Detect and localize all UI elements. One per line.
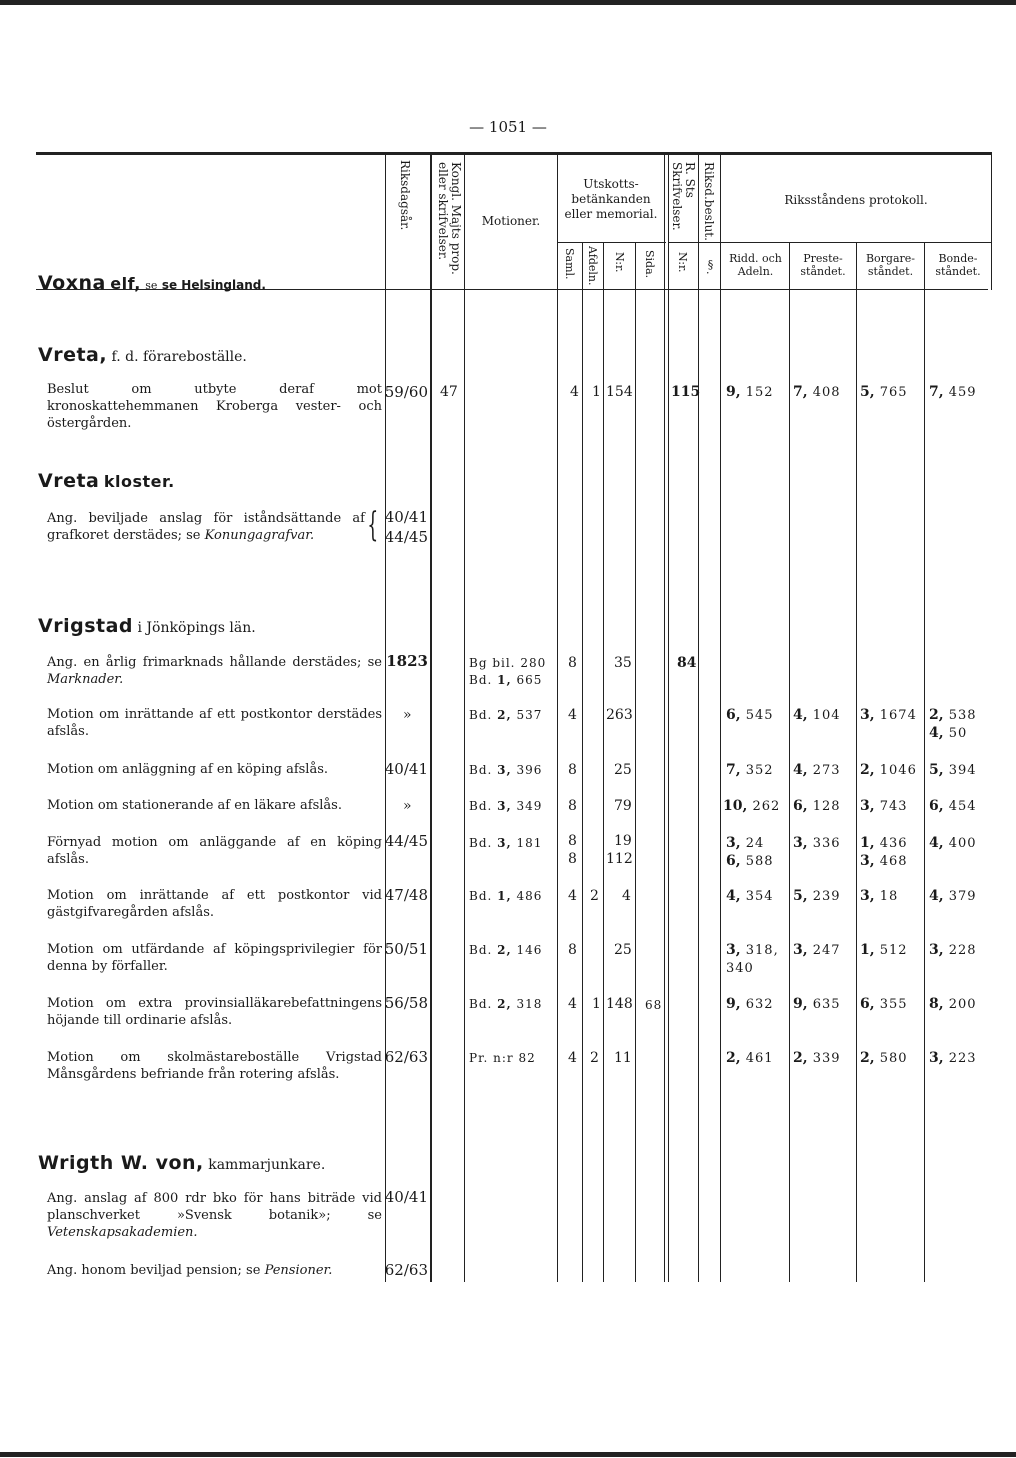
motion-ref: Pr. n:r 82 [469, 1051, 536, 1065]
nr: 19 [614, 833, 632, 849]
saml: 4 [568, 888, 577, 904]
col-line [720, 155, 721, 1282]
entry-text: Motion om anläggning af en köping afslås. [47, 762, 329, 777]
entry-text: Motion om extra provinsialläkarebefattningens höjande till ordinarie afslås. [47, 996, 382, 1028]
col-line [464, 155, 465, 1282]
ridd-ref: 10, 262 [723, 798, 781, 814]
header-afdeln: Afdeln. [586, 246, 599, 286]
prest-ref: 9, 635 [793, 996, 841, 1012]
prest-ref: 7, 408 [793, 384, 841, 400]
saml: 8 [568, 942, 577, 958]
motion-ref: Bd. 2, 318 [469, 997, 543, 1011]
year: » [403, 798, 412, 814]
afdeln: 2 [590, 1050, 599, 1066]
afdeln: 2 [590, 888, 599, 904]
col-line [582, 243, 583, 1282]
saml: 4 [570, 384, 579, 400]
heading-vreta-kloster: Vreta kloster. [38, 470, 175, 492]
page-number: — 1051 — [469, 118, 547, 136]
nr: 4 [622, 888, 631, 904]
prest-ref: 3, 247 [793, 942, 841, 958]
borg-ref: 3, 1674 [860, 707, 917, 723]
year: 59/60 [384, 383, 428, 401]
nr: 25 [614, 942, 632, 958]
header-nr: N:r. [613, 252, 626, 273]
col-line [698, 155, 699, 1282]
rsts-nr: 84 [677, 655, 697, 671]
year: 44/45 [384, 832, 428, 850]
heading-vreta: Vreta, f. d. förareboställe. [38, 344, 247, 366]
saml: 8 [568, 762, 577, 778]
entry-text: Motion om utfärdande af köpingsprivilegier för denna by förfaller. [47, 942, 382, 974]
prop-nr: 47 [440, 384, 458, 400]
borg-ref: 5, 765 [860, 384, 908, 400]
entry-text: Ang. honom beviljad pension; se Pensioner. [47, 1263, 333, 1278]
saml: 4 [568, 1050, 577, 1066]
nr: 148 [606, 996, 633, 1012]
year: 40/41 [384, 508, 428, 526]
header-saml: Saml. [563, 248, 576, 280]
header-protokoll: Riksståndens protokoll. [784, 193, 928, 207]
year: » [403, 707, 412, 723]
header-rsts: R. Sts Skrifvelser. [670, 162, 697, 231]
entry-text: Ang. en årlig frimarknads hållande derstädes; se Marknader. [47, 655, 382, 687]
nr: 25 [614, 762, 632, 778]
saml: 8 [568, 851, 577, 867]
header-riksdagsar: Riksdagsår. [398, 160, 412, 231]
borg-ref: 3, 743 [860, 798, 908, 814]
year: 40/41 [384, 1188, 428, 1206]
motion-ref: Bd. 2, 537 [469, 708, 543, 722]
nr: 154 [606, 384, 633, 400]
heading-vrigstad: Vrigstad i Jönköpings län. [38, 615, 256, 637]
afdeln: 1 [592, 996, 601, 1012]
entry-text: Motion om inrättande af ett postkontor derstädes afslås. [47, 707, 382, 739]
borg-ref: 1, 436 [860, 835, 908, 851]
col-line [668, 155, 669, 1282]
year: 40/41 [384, 760, 428, 778]
header-riksd-beslut: Riksd.beslut. [702, 162, 716, 241]
ridd-ref: 9, 152 [726, 384, 774, 400]
borg-ref: 1, 512 [860, 942, 908, 958]
prest-ref: 2, 339 [793, 1050, 841, 1066]
year: 44/45 [384, 528, 428, 546]
bonde-ref: 3, 223 [929, 1050, 977, 1066]
ridd-ref: 4, 354 [726, 888, 774, 904]
col-line [924, 243, 925, 1282]
bonde-ref: 5, 394 [929, 762, 977, 778]
heading-voxna: Voxna elf, se se Helsingland. [38, 272, 266, 294]
entry-text: Motion om inrättande af ett postkontor vid gästgifvaregården afslås. [47, 888, 382, 920]
heading-wrigth: Wrigth W. von, kammarjunkare. [38, 1152, 326, 1174]
col-line [789, 243, 790, 1282]
brace: { [367, 505, 379, 545]
motion-ref: Bd. 3, 396 [469, 763, 543, 777]
col-line [664, 155, 665, 1282]
prest-ref: 4, 273 [793, 762, 841, 778]
year: 50/51 [384, 940, 428, 958]
col-line [430, 155, 432, 1282]
bottom-border [0, 1452, 1016, 1457]
saml: 4 [568, 996, 577, 1012]
bonde-ref: 6, 454 [929, 798, 977, 814]
bonde-ref: 4, 50 [929, 725, 968, 741]
entry-text: Ang. beviljade anslag för iståndsättande af grafkoret derstädes; se Konungagrafvar. [47, 511, 365, 543]
borg-ref: 2, 580 [860, 1050, 908, 1066]
nr: 35 [614, 655, 632, 671]
saml: 4 [568, 707, 577, 723]
bonde-ref: 3, 228 [929, 942, 977, 958]
header-preste: Preste- ståndet. [800, 252, 846, 278]
entry-text: Motion om skolmästareboställe Vrigstad Månsgårdens befriande från rotering afslås. [47, 1050, 382, 1082]
nr: 263 [606, 707, 633, 723]
prest-ref: 4, 104 [793, 707, 841, 723]
col-line [385, 155, 386, 1282]
col-line [557, 155, 558, 1282]
afdeln: 1 [592, 384, 601, 400]
col-line [991, 155, 992, 290]
utskott-sub-rule [558, 242, 666, 243]
entry-text: Ang. anslag af 800 rdr bko för hans biträde vid planschverket »Svensk botanik»; se Vetenskapsakademien. [47, 1191, 382, 1240]
motion-ref: Bd. 3, 349 [469, 799, 543, 813]
header-borgare: Borgare- ståndet. [865, 252, 916, 278]
borg-ref: 2, 1046 [860, 762, 917, 778]
header-rsts-nr: N:r. [676, 252, 689, 273]
header-bonde: Bonde- ståndet. [935, 252, 981, 278]
borg-ref: 6, 355 [860, 996, 908, 1012]
bonde-ref: 4, 400 [929, 835, 977, 851]
sida: 68 [645, 998, 663, 1012]
motion-ref: Bd. 1, 486 [469, 889, 543, 903]
saml: 8 [568, 833, 577, 849]
header-utskott: Utskotts- betänkanden eller memorial. [564, 177, 658, 221]
nr: 11 [614, 1050, 632, 1066]
saml: 8 [568, 655, 577, 671]
rsts-sub-rule [668, 242, 720, 243]
entry-text: Förnyad motion om anläggande af en köping afslås. [47, 835, 382, 867]
entry-text: Motion om stationerande af en läkare afslås. [47, 798, 342, 813]
ridd-ref: 7, 352 [726, 762, 774, 778]
entry-text: Beslut om utbyte deraf mot kronoskattehemmanen Kroberga vester- och östergården. [47, 382, 382, 431]
borg-ref: 3, 468 [860, 853, 908, 869]
ridd-ref: 2, 461 [726, 1050, 774, 1066]
motion-ref: Bd. 2, 146 [469, 943, 543, 957]
col-line [635, 243, 636, 1282]
col-line [603, 243, 604, 1282]
ridd-ref: 6, 545 [726, 707, 774, 723]
top-border [0, 0, 1016, 5]
year: 47/48 [384, 886, 428, 904]
motion-ref: Bd. 1, 665 [469, 673, 543, 687]
motion-ref: Bg bil. 280 [469, 656, 547, 670]
col-line [856, 243, 857, 1282]
ridd-ref: 3, 24 [726, 835, 765, 851]
rsts-nr: 115 [671, 384, 701, 400]
bonde-ref: 7, 459 [929, 384, 977, 400]
prest-ref: 3, 336 [793, 835, 841, 851]
year: 1823 [386, 652, 428, 670]
bonde-ref: 8, 200 [929, 996, 977, 1012]
header-motioner: Motioner. [481, 214, 541, 228]
borg-ref: 3, 18 [860, 888, 899, 904]
ridd-ref: 6, 588 [726, 853, 774, 869]
motion-ref: Bd. 3, 181 [469, 836, 543, 850]
nr: 112 [606, 851, 633, 867]
year: 62/63 [384, 1048, 428, 1066]
header-sida: Sida. [643, 250, 656, 279]
table-top-rule [36, 152, 992, 155]
ridd-ref: 9, 632 [726, 996, 774, 1012]
bonde-ref: 2, 538 [929, 707, 977, 723]
year: 62/63 [384, 1261, 428, 1279]
prest-ref: 5, 239 [793, 888, 841, 904]
nr: 79 [614, 798, 632, 814]
prest-ref: 6, 128 [793, 798, 841, 814]
ridd-ref: 3, 318, [726, 942, 779, 958]
ridd-ref-cont: 340 [726, 961, 754, 976]
header-ridd: Ridd. och Adeln. [729, 252, 782, 278]
header-kongl-prop: Kongl. Majts prop. eller skrifvelser. [436, 162, 463, 275]
saml: 8 [568, 798, 577, 814]
bonde-ref: 4, 379 [929, 888, 977, 904]
year: 56/58 [384, 994, 428, 1012]
header-paragraph: §. [704, 258, 717, 275]
